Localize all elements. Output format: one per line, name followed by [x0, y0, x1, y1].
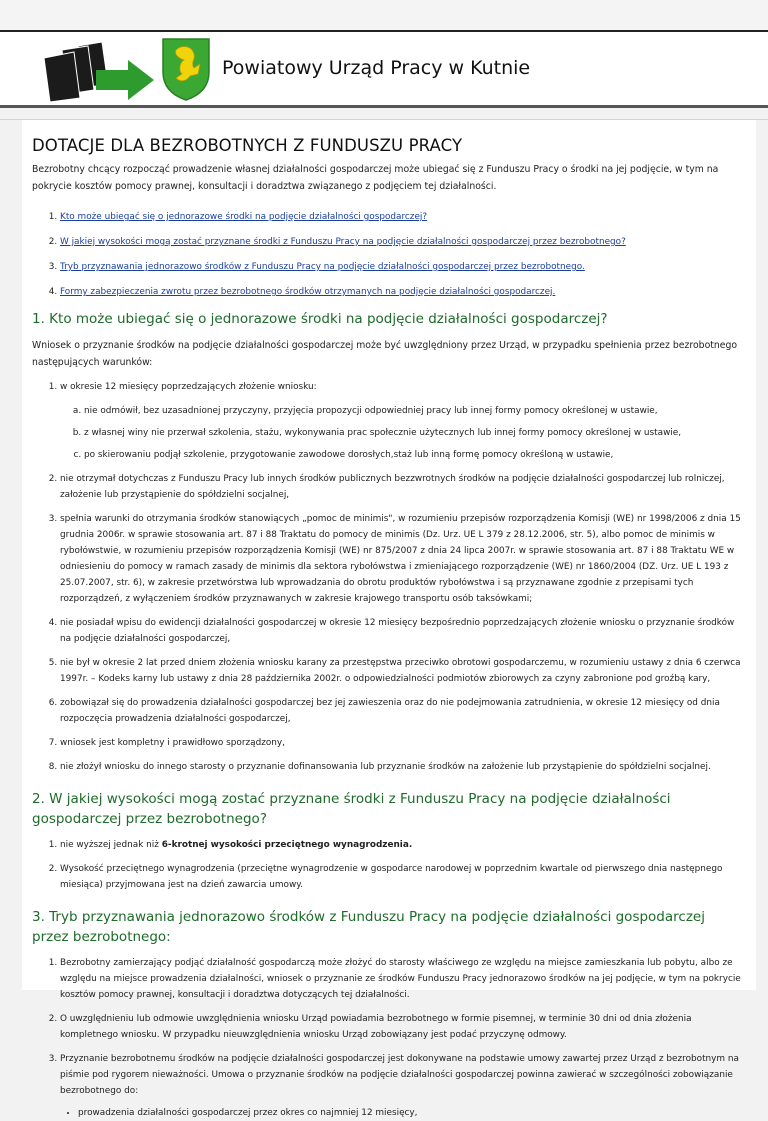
list-item: 2. O uwzględnieniu lub odmowie uwzględnienia wniosku Urząd powiadamia bezrobotnego w formie pisemnej, w terminie 30 dni od dnia złożenia kompletnego wniosku. W przypadku nieuwzględnienia wniosku Urząd zobowiązany jest podać przyczynę odmowy.	[60, 1011, 744, 1043]
toc-item	[60, 284, 744, 300]
section-2-list	[32, 837, 744, 893]
agreement-text: Przyznanie bezrobotnemu środków na podjęcie działalności gospodarczej jest dokonywane na podstawie umowy zawartej przez Urząd z bezrobotnym na piśmie pod rygorem nieważności. Umowa o przyznanie środków na podjęcie działalności gospodarczej powinna zawierać w szczególności zobowiązanie bezrobotnego do:	[60, 1054, 739, 1096]
list-item	[60, 379, 744, 463]
list-item: 2. nie otrzymał dotychczas z Funduszu Pracy lub innych środków publicznych bezzwrotnych środków na podjęcie działalności gospodarczej lub rolniczej, założenie lub przystąpienie do spółdzielni socjalnej,	[60, 471, 744, 503]
top-strip	[0, 0, 768, 32]
toc-link-1[interactable]: Kto może ubiegać się o jednorazowe środki na podjęcie działalności gospodarczej?	[60, 212, 428, 222]
toc-item	[60, 234, 744, 250]
list-item: b. z własnej winy nie przerwał szkolenia, stażu, wykonywania prac społecznie użytecznych lub innej formy pomocy określonej w ustawie,	[84, 425, 744, 441]
section-3-list	[32, 955, 744, 1121]
toc-item	[60, 209, 744, 225]
header-band	[0, 108, 768, 120]
intro-paragraph: Bezrobotny chcący rozpocząć prowadzenie własnej działalności gospodarczej może ubiegać się z Funduszu Pracy o środki na jej podjęcie, w tym na pokrycie kosztów pomocy prawnej, konsultacji i doradztwa związanego z podjęciem tej działalności.	[32, 164, 719, 192]
section-1-heading: 1. Kto może ubiegać się o jednorazowe środki na podjęcie działalności gospodarczej?	[32, 311, 608, 327]
toc-item	[60, 259, 744, 275]
crest-icon	[160, 36, 212, 102]
list-item: • prowadzenia działalności gospodarczej przez okres co najmniej 12 miesięcy,	[78, 1105, 744, 1121]
toc-link-3[interactable]: Tryb przyznawania jednorazowo środków z Funduszu Pracy na podjęcie działalności gospodarczej przez bezrobotnego.	[60, 262, 585, 272]
toc-link-4[interactable]: Formy zabezpieczenia zwrotu przez bezrobotnego środków otrzymanych na podjęcie działalności gospodarczej.	[60, 287, 556, 297]
arrows-logo-icon	[38, 40, 160, 102]
condition-1-text: w okresie 12 miesięcy poprzedzających złożenie wniosku:	[60, 382, 317, 392]
list-item: 3. spełnia warunki do otrzymania środków stanowiących „pomoc de minimis", w rozumieniu przepisów rozporządzenia Komisji (WE) nr 1998/2006 z dnia 15 grudnia 2006r. w sprawie stosowania art. 87 i 88 Traktatu do pomocy de minimis (Dz. Urz. UE L 379 z 28.12.2006, str. 5), albo pomoc de minimis w rybołówstwie, w rozumieniu przepisów rozporządzenia Komisji (WE) nr 875/2007 z dnia 24 lipca 2007r. w sprawie stosowania art. 87 i 88 Traktatu WE w odniesieniu do pomocy w ramach zasady de minimis dla sektora rybołówstwa i zmieniającego rozporządzenie (WE) nr 1860/2004 (DZ. Urz. UE L 193 z 25.07.2007, str. 6), w zakresie przetwórstwa lub wprowadzania do obrotu produktów rybołówstwa i są przyznawane zgodnie z przepisami tych rozporządzeń, z wyłączeniem środków przyznawanych w zakresie krajowego transportu osób taksówkami;	[60, 511, 744, 607]
list-item: 5. nie był w okresie 2 lat przed dniem złożenia wniosku karany za przestępstwa przeciwko obrotowi gospodarczemu, w rozumieniu ustawy z dnia 6 czerwca 1997r. – Kodeks karny lub ustawy z dnia 28 października 2002r. o odpowiedzialności podmiotów zbiorowych za czyny zabronione pod groźbą kary,	[60, 655, 744, 687]
table-of-contents	[32, 209, 744, 300]
section-1-intro: Wniosek o przyznanie środków na podjęcie działalności gospodarczej może być uwzględniony przez Urząd, w przypadku spełnienia przez bezrobotnego następujących warunków:	[32, 340, 738, 368]
site-header	[0, 32, 768, 108]
list-item: 7. wniosek jest kompletny i prawidłowo sporządzony,	[60, 735, 744, 751]
amount-text: nie wyższej jednak niż	[60, 840, 162, 850]
amount-limit: 6-krotnej wysokości przeciętnego wynagrodzenia.	[161, 840, 413, 850]
page-title: DOTACJE DLA BEZROBOTNYCH Z FUNDUSZU PRACY	[32, 136, 463, 155]
list-item: 8. nie złożył wniosku do innego starosty o przyznanie dofinansowania lub przyznanie środków na założenie lub przystąpienie do spółdzielni socjalnej.	[60, 759, 744, 775]
main-content	[22, 120, 756, 1118]
list-item: 6. zobowiązał się do prowadzenia działalności gospodarczej bez jej zawieszenia oraz do nie podejmowania zatrudnienia, w okresie 12 miesięcy od dnia rozpoczęcia prowadzenia działalności gospodarczej,	[60, 695, 744, 727]
section-2-heading: 2. W jakiej wysokości mogą zostać przyznane środki z Funduszu Pracy na podjęcie działalności gospodarczej przez bezrobotnego?	[32, 791, 671, 827]
section-3-heading: 3. Tryb przyznawania jednorazowo środków z Funduszu Pracy na podjęcie działalności gospodarczej przez bezrobotnego:	[32, 909, 705, 945]
obligations-list	[60, 1105, 744, 1121]
site-title: Powiatowy Urząd Pracy w Kutnie	[222, 57, 531, 79]
condition-1-sublist	[60, 403, 744, 463]
list-item	[60, 837, 744, 853]
toc-link-2[interactable]: W jakiej wysokości mogą zostać przyznane środki z Funduszu Pracy na podjęcie działalności gospodarczej przez bezrobotnego?	[60, 237, 626, 247]
list-item: a. nie odmówił, bez uzasadnionej przyczyny, przyjęcia propozycji odpowiedniej pracy lub innej formy pomocy określonej w ustawie,	[84, 403, 744, 419]
list-item: 1. Bezrobotny zamierzający podjąć działalność gospodarczą może złożyć do starosty właściwego ze względu na miejsce zamieszkania lub pobytu, albo ze względu na miejsce prowadzenia działalności, wniosek o przyznanie ze środków Funduszu Pracy jednorazowo środków na jej podjęcie, w tym na pokrycie kosztów pomocy prawnej, konsultacji i doradztwa dotyczących tej działalności.	[60, 955, 744, 1003]
list-item: c. po skierowaniu podjął szkolenie, przygotowanie zawodowe dorosłych,staż lub inną formę pomocy określoną w ustawie,	[84, 447, 744, 463]
list-item	[60, 1051, 744, 1121]
list-item: 2. Wysokość przeciętnego wynagrodzenia (przeciętne wynagrodzenie w gospodarce narodowej w poprzednim kwartale od pierwszego dnia następnego miesiąca) przyjmowana jest na dzień zawarcia umowy.	[60, 861, 744, 893]
section-1-conditions	[32, 379, 744, 775]
list-item: 4. nie posiadał wpisu do ewidencji działalności gospodarczej w okresie 12 miesięcy bezpośrednio poprzedzających złożenie wniosku o przyznanie środków na podjęcie działalności gospodarczej,	[60, 615, 744, 647]
